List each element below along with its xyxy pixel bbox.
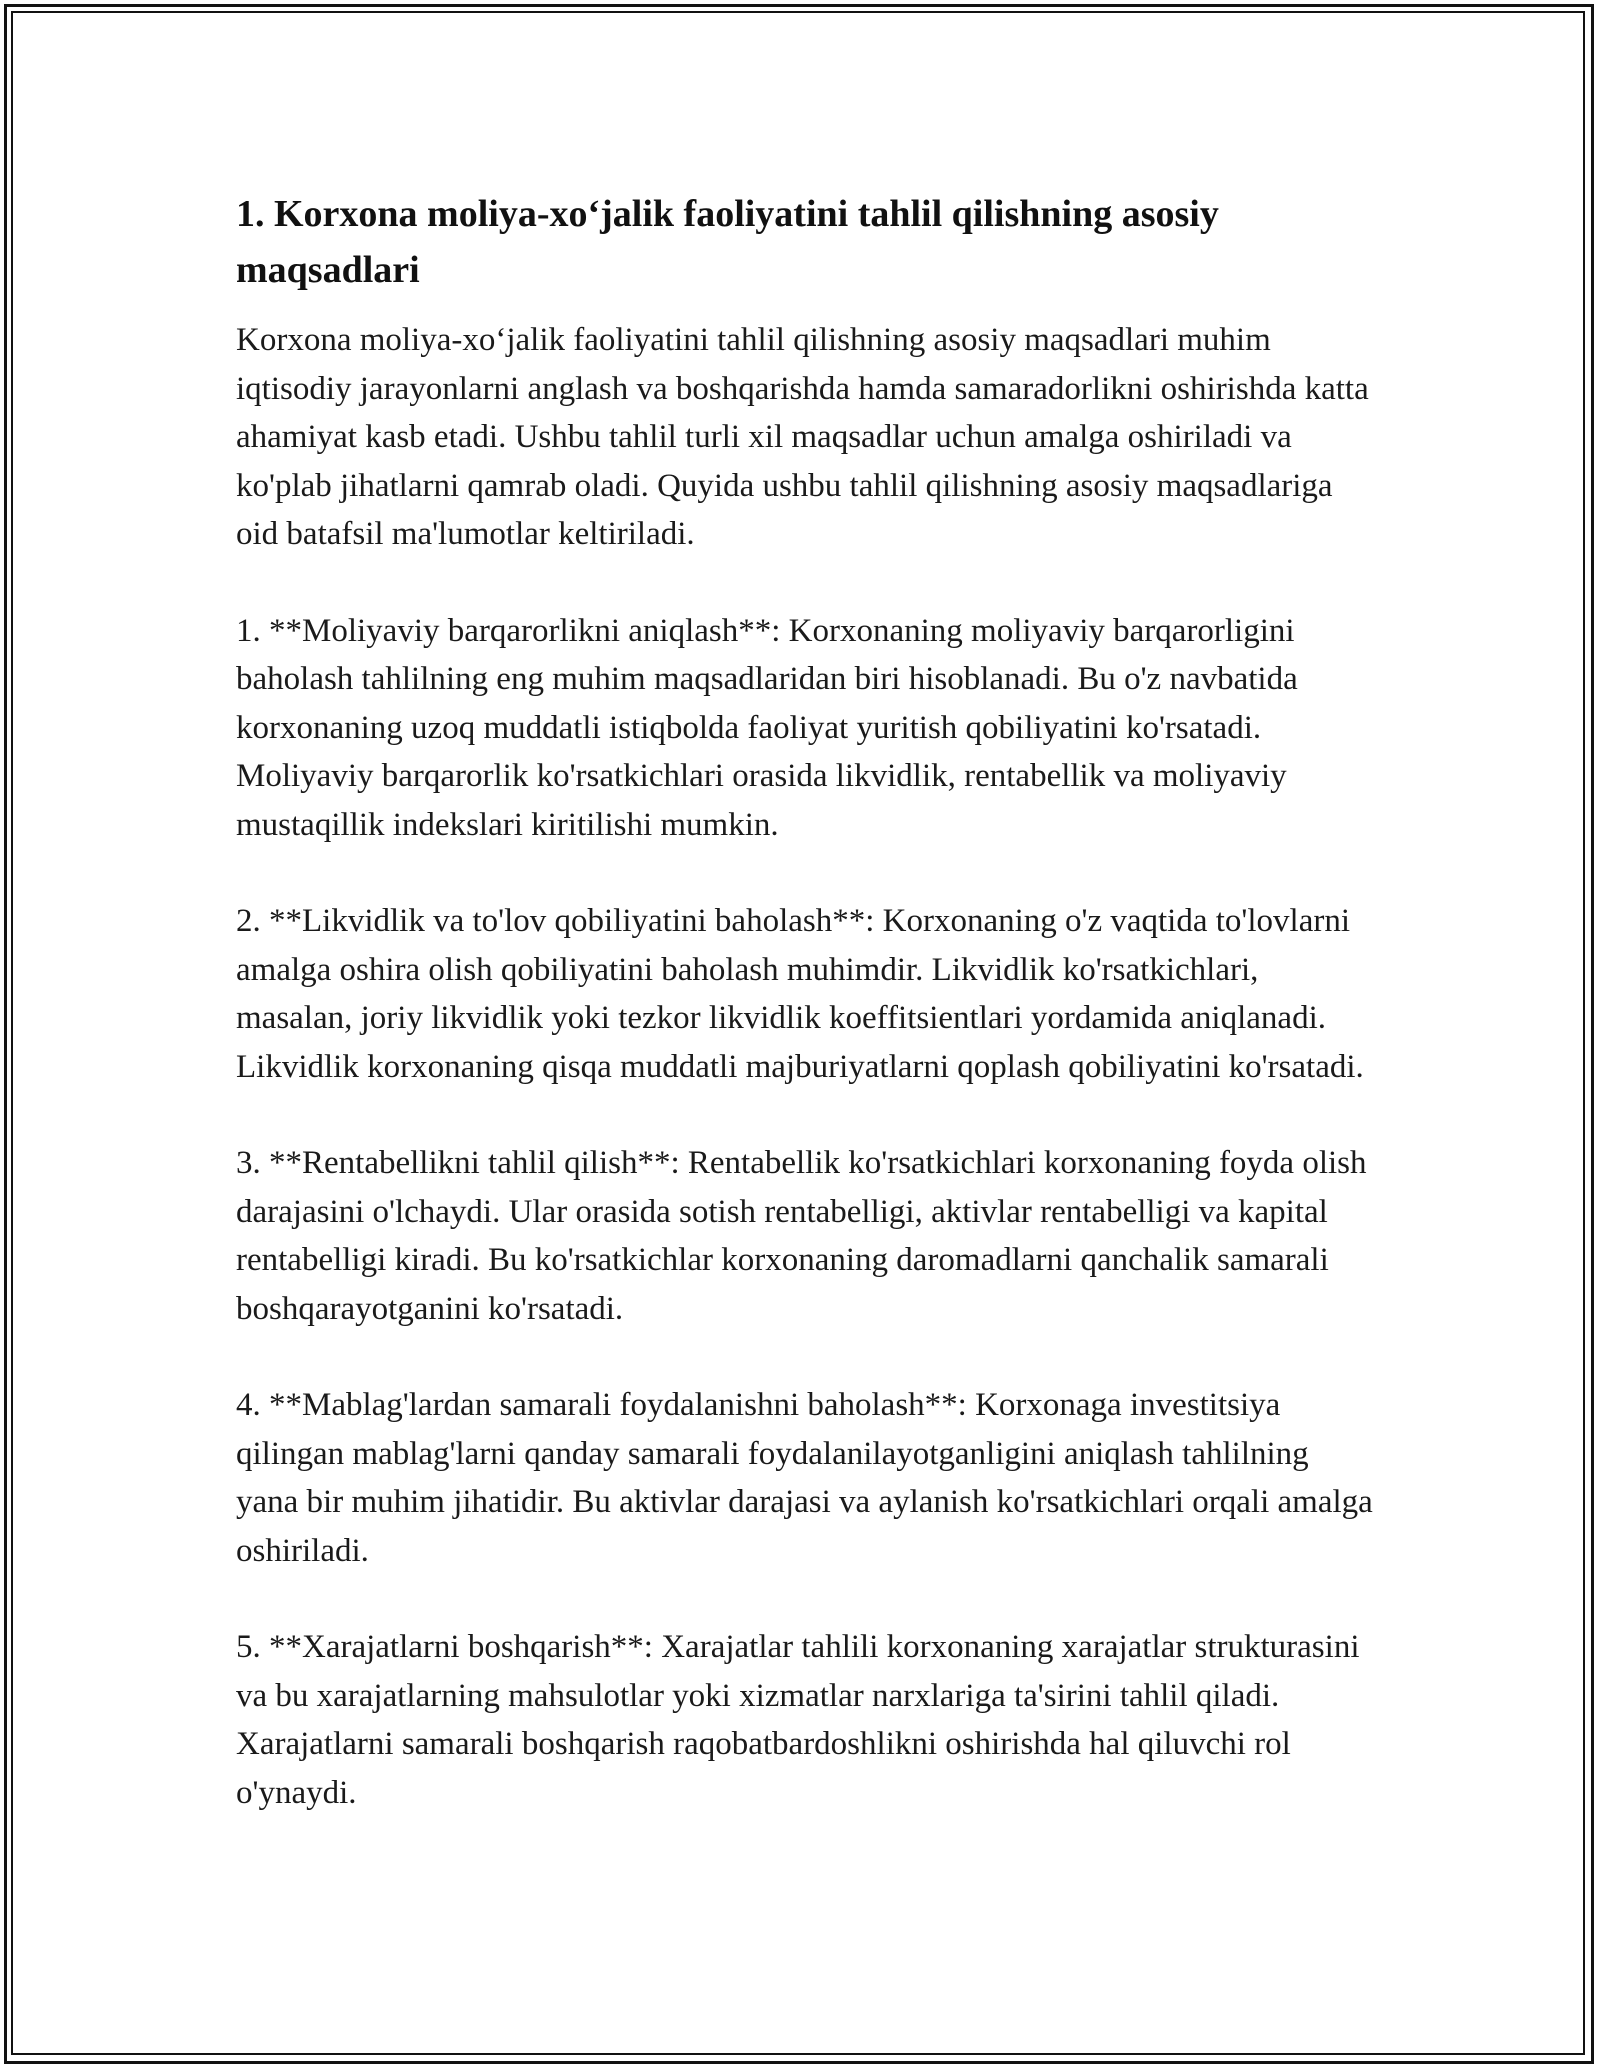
list-item-3: 3. **Rentabellikni tahlil qilish**: Rentabellik ko'rsatkichlari korxonaning foyda olish darajasini o'lchaydi. Ular orasida sotish rentabelligi, aktivlar rentabelligi va kapital rentabelligi kiradi. Bu ko'rsatkichlar korxonaning daromadlarni qanchalik samarali boshqarayotganini ko'rsatadi. <box>236 1145 1367 1327</box>
list-item-4: 4. **Mablag'lardan samarali foydalanishni baholash**: Korxonaga investitsiya qilingan mablag'larni qanday samarali foydalanilayotganligini aniqlash tahlilning yana bir muhim jihatidir. Bu aktivlar darajasi va aylanish ko'rsatkichlari orqali amalga oshiriladi. <box>236 1387 1373 1569</box>
list-item-5: 5. **Xarajatlarni boshqarish**: Xarajatlar tahlili korxonaning xarajatlar strukturasini va bu xarajatlarning mahsulotlar yoki xizmatlar narxlariga ta'sirini tahlil qiladi. Xarajatlarni samarali boshqarish raqobatbardoshlikni oshirishda hal qiluvchi rol o'ynaydi. <box>236 1629 1360 1811</box>
document-body <box>236 186 1376 1865</box>
list-item-2: 2. **Likvidlik va to'lov qobiliyatini baholash**: Korxonaning o'z vaqtida to'lovlarni amalga oshira olish qobiliyatini baholash muhimdir. Likvidlik ko'rsatkichlari, masalan, joriy likvidlik yoki tezkor likvidlik koeffitsientlari yordamida aniqlanadi. Likvidlik korxonaning qisqa muddatli majburiyatlarni qoplash qobiliyatini ko'rsatadi. <box>236 903 1364 1085</box>
list-item-1: 1. **Moliyaviy barqarorlikni aniqlash**: Korxonaning moliyaviy barqarorligini baholash tahlilning eng muhim maqsadlaridan biri hisoblanadi. Bu o'z navbatida korxonaning uzoq muddatli istiqbolda faoliyat yuritish qobiliyatini ko'rsatadi. Moliyaviy barqarorlik ko'rsatkichlari orasida likvidlik, rentabellik va moliyaviy mustaqillik indekslari kiritilishi mumkin. <box>236 612 1298 843</box>
intro-paragraph: Korxona moliya-xo‘jalik faoliyatini tahlil qilishning asosiy maqsadlari muhim iqtisodiy jarayonlarni anglash va boshqarishda hamda samaradorlikni oshirishda katta ahamiyat kasb etadi. Ushbu tahlil turli xil maqsadlar uchun amalga oshiriladi va ko'plab jihatlarni qamrab oladi. Quyida ushbu tahlil qilishning asosiy maqsadlariga oid batafsil ma'lumotlar keltiriladi. <box>236 322 1369 552</box>
section-heading: 1. Korxona moliya-xo‘jalik faoliyatini tahlil qilishning asosiy maqsadlari <box>236 193 1219 291</box>
